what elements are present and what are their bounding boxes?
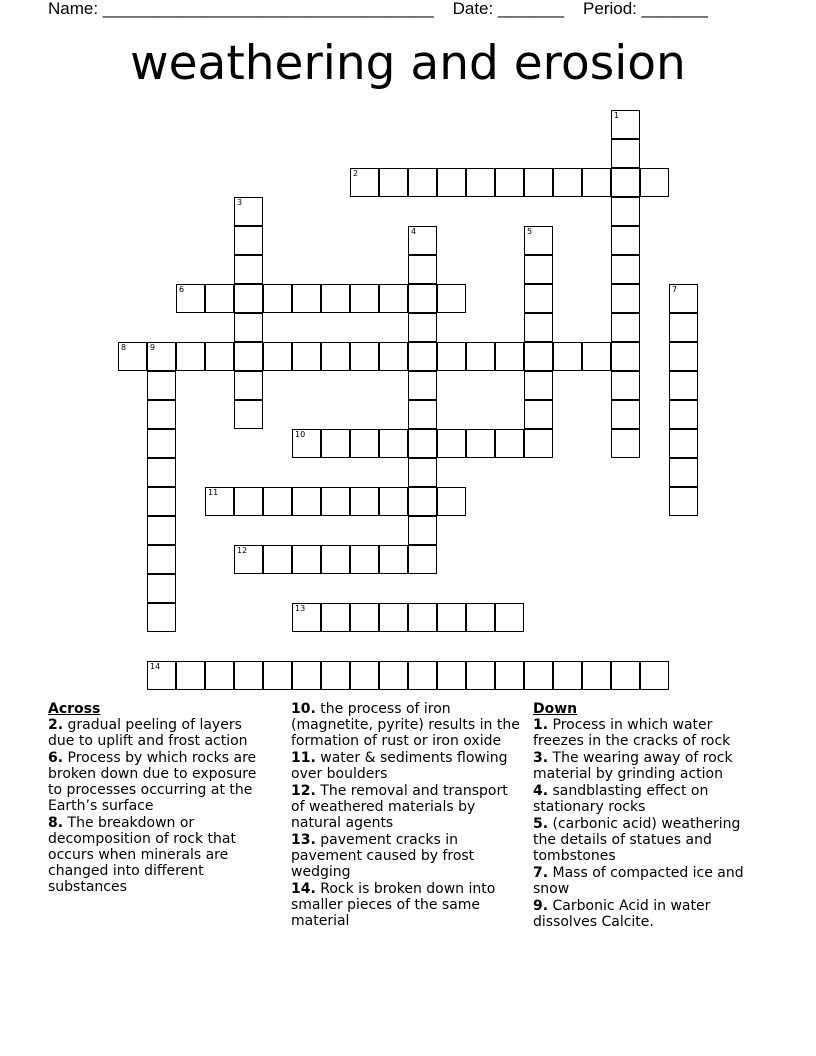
grid-cell[interactable] <box>553 342 582 371</box>
grid-cell[interactable] <box>147 371 176 400</box>
grid-cell[interactable] <box>611 342 640 371</box>
clue-number-label: 6 <box>179 285 185 294</box>
grid-cell[interactable] <box>495 168 524 197</box>
clue-item <box>533 717 755 749</box>
grid-cell[interactable] <box>611 371 640 400</box>
grid-cell[interactable] <box>495 342 524 371</box>
grid-cell[interactable] <box>408 458 437 487</box>
down-heading: Down <box>533 701 578 717</box>
grid-cell[interactable] <box>379 661 408 690</box>
clue-item-text: The breakdown or decomposition of rock that occurs when minerals are changed into different substances <box>48 815 236 895</box>
grid-cell[interactable] <box>321 342 350 371</box>
grid-cell[interactable] <box>524 661 553 690</box>
grid-cell[interactable] <box>234 255 263 284</box>
grid-cell[interactable] <box>147 487 176 516</box>
grid-cell[interactable] <box>437 487 466 516</box>
clue-item-text: Process in which water freezes in the cracks of rock <box>533 717 731 749</box>
grid-cell[interactable] <box>611 284 640 313</box>
grid-cell[interactable] <box>408 429 437 458</box>
grid-cell[interactable] <box>350 603 379 632</box>
grid-cell[interactable] <box>292 342 321 371</box>
clue-item <box>291 701 520 749</box>
clue-number-label: 3 <box>237 198 243 207</box>
grid-cell[interactable] <box>611 661 640 690</box>
grid-cell[interactable] <box>640 661 669 690</box>
grid-cell[interactable] <box>263 342 292 371</box>
clue-item-text: Mass of compacted ice and snow <box>533 865 744 897</box>
grid-cell[interactable] <box>524 342 553 371</box>
grid-cell[interactable] <box>408 516 437 545</box>
grid-cell[interactable] <box>466 661 495 690</box>
grid-cell[interactable] <box>466 429 495 458</box>
grid-cell[interactable] <box>524 168 553 197</box>
grid-cell[interactable] <box>408 400 437 429</box>
clue-item-text: Carbonic Acid in water dissolves Calcite. <box>533 898 711 930</box>
grid-cell[interactable] <box>582 168 611 197</box>
grid-cell[interactable] <box>611 197 640 226</box>
grid-cell[interactable] <box>205 342 234 371</box>
grid-cell[interactable] <box>292 661 321 690</box>
grid-cell[interactable] <box>147 400 176 429</box>
grid-cell[interactable] <box>379 545 408 574</box>
grid-cell[interactable] <box>466 168 495 197</box>
grid-cell[interactable] <box>408 255 437 284</box>
clue-item-number: 14. <box>291 881 316 897</box>
grid-cell[interactable] <box>437 429 466 458</box>
grid-cell[interactable] <box>408 342 437 371</box>
grid-cell[interactable] <box>466 603 495 632</box>
clue-number-label: 4 <box>411 227 417 236</box>
grid-cell[interactable] <box>611 226 640 255</box>
grid-cell[interactable] <box>147 574 176 603</box>
clue-item-number: 4. <box>533 783 549 799</box>
grid-cell[interactable] <box>350 429 379 458</box>
clue-item-number: 7. <box>533 865 549 881</box>
grid-cell[interactable] <box>234 313 263 342</box>
clue-item-number: 13. <box>291 832 316 848</box>
grid-cell[interactable] <box>611 139 640 168</box>
grid-cell[interactable] <box>234 400 263 429</box>
grid-cell[interactable] <box>611 255 640 284</box>
clue-item <box>48 750 270 814</box>
clue-item <box>533 865 755 897</box>
grid-cell[interactable] <box>408 168 437 197</box>
clue-item <box>291 750 520 782</box>
grid-cell[interactable] <box>205 661 234 690</box>
clue-item-text: sandblasting effect on stationary rocks <box>533 783 709 815</box>
grid-cell[interactable] <box>582 661 611 690</box>
clue-item <box>48 717 270 749</box>
clues-down-column <box>533 701 755 931</box>
grid-cell[interactable] <box>408 371 437 400</box>
grid-cell[interactable] <box>437 342 466 371</box>
grid-cell[interactable] <box>147 545 176 574</box>
clue-number-label: 10 <box>295 430 306 439</box>
clue-item <box>291 881 520 929</box>
clue-item <box>533 750 755 782</box>
grid-cell[interactable] <box>611 110 640 139</box>
grid-cell[interactable] <box>611 168 640 197</box>
grid-cell[interactable] <box>524 429 553 458</box>
grid-cell[interactable] <box>408 545 437 574</box>
grid-cell[interactable] <box>321 284 350 313</box>
grid-cell[interactable] <box>147 661 176 690</box>
grid-cell[interactable] <box>176 284 205 313</box>
clue-item <box>291 832 520 880</box>
clue-item-text: the process of iron (magnetite, pyrite) results in the formation of rust or iron oxide <box>291 701 520 749</box>
grid-cell[interactable] <box>321 603 350 632</box>
grid-cell[interactable] <box>350 168 379 197</box>
grid-cell[interactable] <box>147 342 176 371</box>
across-clue-list-continued <box>291 701 520 929</box>
grid-cell[interactable] <box>234 226 263 255</box>
clue-item-text: Process by which rocks are broken down due to exposure to processes occurring at the Earth’s surface <box>48 750 257 814</box>
grid-cell[interactable] <box>263 545 292 574</box>
grid-cell[interactable] <box>234 371 263 400</box>
grid-cell[interactable] <box>408 284 437 313</box>
grid-cell[interactable] <box>350 284 379 313</box>
grid-cell[interactable] <box>147 429 176 458</box>
grid-cell[interactable] <box>321 429 350 458</box>
grid-cell[interactable] <box>205 487 234 516</box>
grid-cell[interactable] <box>176 661 205 690</box>
clue-number-label: 7 <box>672 285 678 294</box>
grid-cell[interactable] <box>321 545 350 574</box>
grid-cell[interactable] <box>379 284 408 313</box>
clue-number-label: 2 <box>353 169 359 178</box>
grid-cell[interactable] <box>263 487 292 516</box>
grid-cell[interactable] <box>147 603 176 632</box>
clue-number-label: 1 <box>614 111 620 120</box>
clue-item-text: water & sediments flowing over boulders <box>291 750 508 782</box>
clues-across-column-2 <box>291 701 520 930</box>
grid-cell[interactable] <box>263 661 292 690</box>
clue-item-number: 5. <box>533 816 549 832</box>
grid-cell[interactable] <box>292 545 321 574</box>
clue-item-text: (carbonic acid) weathering the details of statues and tombstones <box>533 816 741 864</box>
grid-cell[interactable] <box>147 516 176 545</box>
clue-item-number: 1. <box>533 717 549 733</box>
clue-number-label: 5 <box>527 227 533 236</box>
grid-cell[interactable] <box>408 603 437 632</box>
grid-cell[interactable] <box>379 487 408 516</box>
clue-number-label: 14 <box>150 662 161 671</box>
clue-item <box>533 816 755 864</box>
grid-cell[interactable] <box>379 429 408 458</box>
clue-item-number: 11. <box>291 750 316 766</box>
grid-cell[interactable] <box>379 603 408 632</box>
clue-item-number: 8. <box>48 815 64 831</box>
grid-cell[interactable] <box>350 661 379 690</box>
grid-cell[interactable] <box>553 661 582 690</box>
grid-cell[interactable] <box>408 226 437 255</box>
grid-cell[interactable] <box>669 371 698 400</box>
clue-item <box>533 783 755 815</box>
grid-cell[interactable] <box>524 226 553 255</box>
grid-cell[interactable] <box>524 371 553 400</box>
clue-number-label: 8 <box>121 343 127 352</box>
grid-cell[interactable] <box>611 429 640 458</box>
grid-cell[interactable] <box>263 284 292 313</box>
grid-cell[interactable] <box>234 487 263 516</box>
grid-cell[interactable] <box>640 168 669 197</box>
clue-item <box>48 815 270 895</box>
grid-cell[interactable] <box>176 342 205 371</box>
grid-cell[interactable] <box>669 342 698 371</box>
grid-cell[interactable] <box>524 313 553 342</box>
clue-item-number: 2. <box>48 717 64 733</box>
grid-cell[interactable] <box>408 313 437 342</box>
grid-cell[interactable] <box>437 284 466 313</box>
grid-cell[interactable] <box>408 487 437 516</box>
clue-item-number: 6. <box>48 750 64 766</box>
clue-item-text: gradual peeling of layers due to uplift and frost action <box>48 717 248 749</box>
across-clue-list <box>48 717 270 895</box>
grid-cell[interactable] <box>321 487 350 516</box>
clue-item <box>291 783 520 831</box>
down-clue-list <box>533 717 755 930</box>
clue-item-number: 10. <box>291 701 316 717</box>
grid-cell[interactable] <box>234 661 263 690</box>
grid-cell[interactable] <box>466 342 495 371</box>
grid-cell[interactable] <box>437 603 466 632</box>
grid-cell[interactable] <box>350 342 379 371</box>
clue-item-number: 9. <box>533 898 549 914</box>
grid-cell[interactable] <box>524 255 553 284</box>
clue-item <box>533 898 755 930</box>
clue-number-label: 13 <box>295 604 306 613</box>
grid-cell[interactable] <box>234 545 263 574</box>
clue-number-label: 12 <box>237 546 248 555</box>
grid-cell[interactable] <box>669 487 698 516</box>
grid-cell[interactable] <box>234 342 263 371</box>
grid-cell[interactable] <box>292 284 321 313</box>
clue-item-text: pavement cracks in pavement caused by frost wedging <box>291 832 475 880</box>
grid-cell[interactable] <box>495 661 524 690</box>
grid-cell[interactable] <box>292 429 321 458</box>
clue-number-label: 11 <box>208 488 219 497</box>
grid-cell[interactable] <box>669 284 698 313</box>
grid-cell[interactable] <box>669 400 698 429</box>
grid-cell[interactable] <box>669 313 698 342</box>
grid-cell[interactable] <box>292 603 321 632</box>
across-heading: Across <box>48 701 101 717</box>
name-date-period-line: Name: ___________________________________ Date: _______ Period: _______ <box>48 0 708 18</box>
grid-cell[interactable] <box>234 284 263 313</box>
grid-cell[interactable] <box>379 168 408 197</box>
puzzle-title: weathering and erosion <box>130 36 686 91</box>
grid-cell[interactable] <box>524 400 553 429</box>
grid-cell[interactable] <box>495 603 524 632</box>
grid-cell[interactable] <box>611 400 640 429</box>
grid-cell[interactable] <box>379 342 408 371</box>
clue-item-number: 12. <box>291 783 316 799</box>
grid-cell[interactable] <box>669 429 698 458</box>
grid-cell[interactable] <box>234 197 263 226</box>
grid-cell[interactable] <box>437 661 466 690</box>
grid-cell[interactable] <box>408 661 437 690</box>
clue-item-number: 3. <box>533 750 549 766</box>
grid-cell[interactable] <box>118 342 147 371</box>
grid-cell[interactable] <box>611 313 640 342</box>
grid-cell[interactable] <box>553 168 582 197</box>
grid-cell[interactable] <box>437 168 466 197</box>
grid-cell[interactable] <box>205 284 234 313</box>
clues-across-column-1 <box>48 701 270 896</box>
grid-cell[interactable] <box>495 429 524 458</box>
clue-number-label: 9 <box>150 343 156 352</box>
clue-item-text: Rock is broken down into smaller pieces of the same material <box>291 881 496 929</box>
grid-cell[interactable] <box>292 487 321 516</box>
grid-cell[interactable] <box>524 284 553 313</box>
grid-cell[interactable] <box>147 458 176 487</box>
grid-cell[interactable] <box>582 342 611 371</box>
grid-cell[interactable] <box>350 487 379 516</box>
grid-cell[interactable] <box>669 458 698 487</box>
grid-cell[interactable] <box>350 545 379 574</box>
clue-item-text: The wearing away of rock material by grinding action <box>533 750 733 782</box>
clue-item-text: The removal and transport of weathered materials by natural agents <box>291 783 508 831</box>
grid-cell[interactable] <box>321 661 350 690</box>
